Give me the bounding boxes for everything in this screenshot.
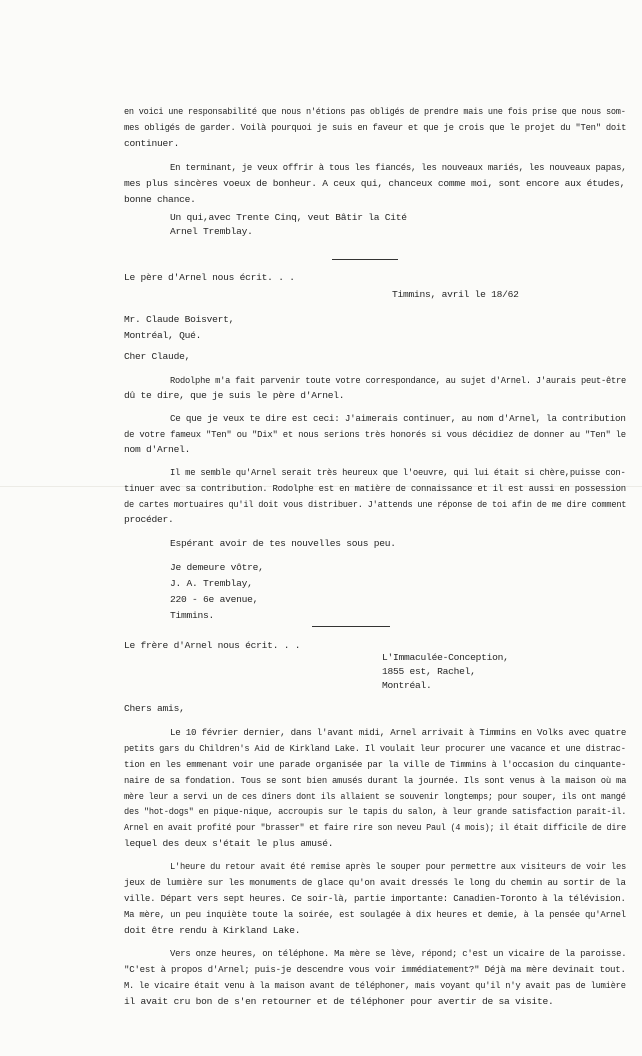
text-line: de cartes mortuaires qu'il doit vous distribuer. J'attends une réponse de toi afin de me dire comment [124,499,627,510]
text-line: en voici une responsabilité que nous n'étions pas obligés de prendre mais une fois prise que nous som- [124,106,626,117]
text-line: Rodolphe m'a fait parvenir toute votre correspondance, au sujet d'Arnel. J'aurais peut-être [170,375,627,386]
text-line: Arnel en avait profité pour "brasser" et faire rire son neveu Paul (4 mois); il était difficile de dire [124,822,627,833]
text-line: il avait cru bon de s'en retourner et de téléphoner pour avertir de sa visite. [124,996,554,1007]
text-line: mes plus sincères voeux de bonheur. A ceux qui, chanceux comme moi, sont encore aux études, [124,178,626,189]
text-line: ville. Départ vers sept heures. Ce soir-là, partie importante: Canadien-Toronto à la télévision. [124,893,626,904]
text-line: doit être rendu à Kirkland Lake. [124,925,301,936]
closing-line: Espérant avoir de tes nouvelles sous peu. [170,538,396,549]
recipient-city: Montréal, Qué. [124,330,202,341]
text-line: des "hot-dogs" en pique-nique, accroupis sur le tapis du salon, à leur grande satisfaction paraît-il. [124,806,627,817]
text-line: Vers onze heures, on téléphone. Ma mère se lève, répond; c'est un vicaire de la paroisse. [170,948,627,959]
text-line: Le 10 février dernier, dans l'avant midi, Arnel arrivait à Timmins en Volks avec quatre [170,727,627,738]
text-line: bonne chance. [124,194,196,205]
section-heading: Le père d'Arnel nous écrit. . . [124,272,295,283]
text-line: nom d'Arnel. [124,444,191,455]
text-line: petits gars du Children's Aid de Kirkland Lake. Il voulait leur procurer une vacance et une distrac- [124,743,626,754]
sender-address-line: 1855 est, Rachel, [382,666,476,677]
signature-name: J. A. Tremblay, [170,578,253,589]
closing-line: Je demeure vôtre, [170,562,264,573]
text-line: Il me semble qu'Arnel serait très heureux que l'oeuvre, qui lui était si chère,puisse con- [170,467,626,478]
text-line: lequel des deux s'était le plus amusé. [124,838,334,849]
text-line: tion en les emmenant voir une parade organisée par la ville de Timmins à l'occasion du cinquante- [124,759,627,770]
salutation: Chers amis, [124,703,185,714]
signature-name: Arnel Tremblay. [170,226,253,237]
sender-address-line: L'Immaculée-Conception, [382,652,509,663]
text-line: procéder. [124,514,174,525]
text-line: mère leur a servi un de ces dîners dont ils allaient se souvenir longtemps; pour souper, ils ont mangé [124,791,626,802]
text-line: Ce que je veux te dire est ceci: J'aimerais continuer, au nom d'Arnel, la contribution [170,413,626,424]
text-line: mes obligés de garder. Voilà pourquoi je suis en faveur et que je crois que le projet du "Ten" doit [124,122,627,133]
section-heading: Le frère d'Arnel nous écrit. . . [124,640,301,651]
text-line: naire de sa fondation. Tous se sont bien amusés durant la journée. Ils sont venus à la maison où ma [124,775,627,786]
text-line: jeux de lumière sur les monuments de glace qu'on avait dressés le long du chemin au sortir de la [124,877,626,888]
section-divider [332,259,398,260]
text-line: continuer. [124,138,180,149]
text-line: M. le vicaire était venu à la maison avant de téléphoner, mais voyant qu'il n'y avait pas de lumière [124,980,626,991]
letter-date: Timmins, avril le 18/62 [392,289,519,300]
text-line: En terminant, je veux offrir à tous les fiancés, les nouveaux mariés, les nouveaux papas, [170,162,627,173]
text-line: tinuer avec sa contribution. Rodolphe est en matière de connaissance et il est aussi en possession [124,483,626,494]
section-divider [312,626,390,627]
signature-line: Un qui,avec Trente Cinq, veut Bâtir la Cité [170,212,407,223]
text-line: Ma mère, un peu inquiète toute la soirée, est soulagée à dix heures et demie, à la pensée qu'Arnel [124,909,626,920]
sender-address-line: Montréal. [382,680,432,691]
text-line: L'heure du retour avait été remise après le souper pour permettre aux visiteurs de voir les [170,861,627,872]
salutation: Cher Claude, [124,351,191,362]
text-line: "C'est à propos d'Arnel; puis-je descendre vous voir immédiatement?" Déjà ma mère devinait tout. [124,964,626,975]
recipient-name: Mr. Claude Boisvert, [124,314,235,325]
text-line: dû te dire, que je suis le père d'Arnel. [124,390,345,401]
sender-address: 220 - 6e avenue, [170,594,259,605]
text-line: de votre fameux "Ten" ou "Dix" et nous serions très honorés si vous décidiez de donner au "Ten" le [124,429,626,440]
sender-city: Timmins. [170,610,215,621]
